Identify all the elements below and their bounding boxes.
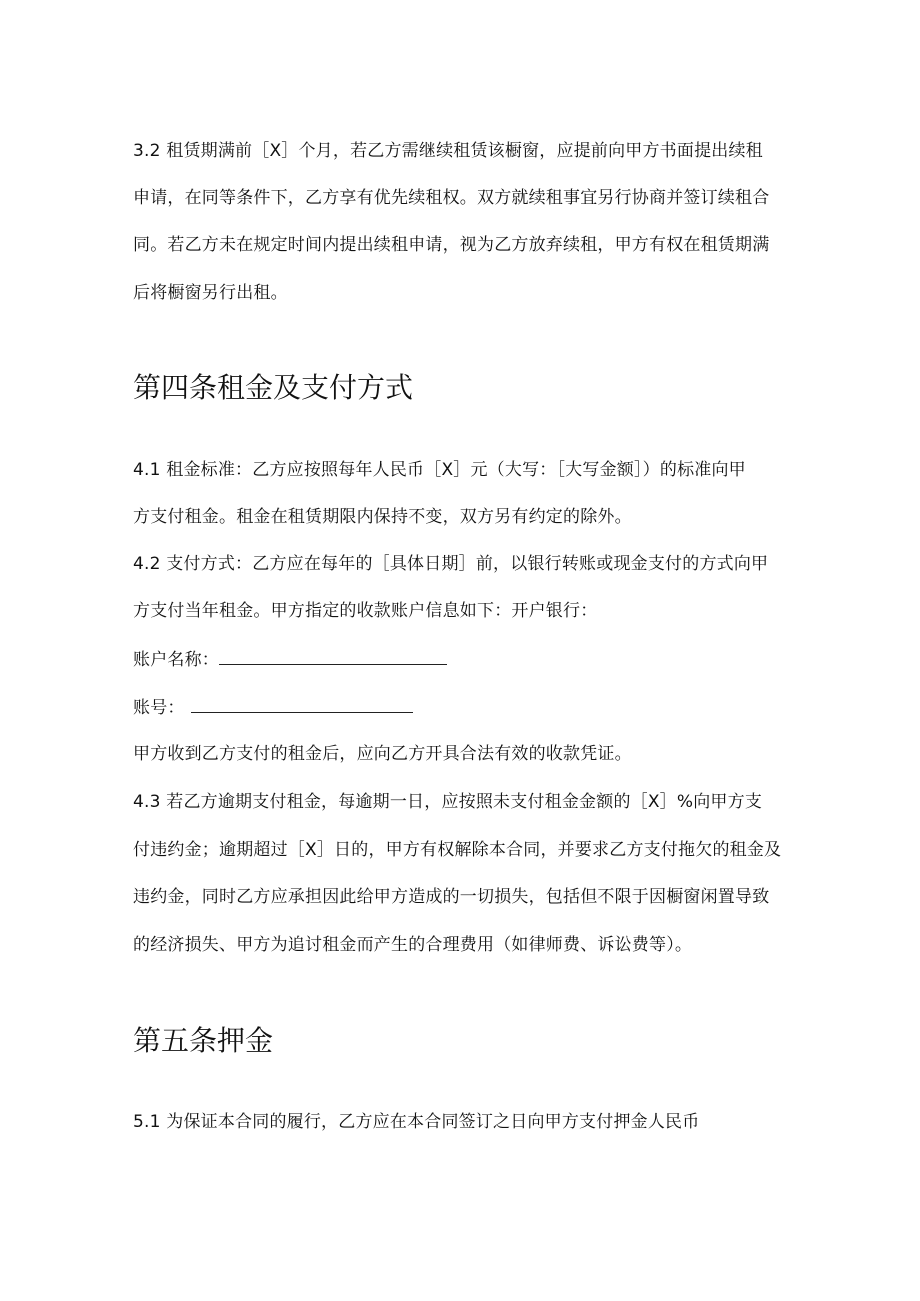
clause-5-1-line-1: 5.1 为保证本合同的履行，乙方应在本合同签订之日向甲方支付押金人民币 <box>133 1112 700 1132</box>
clause-4-3-line-2: 付违约金；逾期超过［X］日的，甲方有权解除本合同，并要求乙方支付拖欠的租金及 <box>133 840 782 860</box>
clause-4-1-line-1: 4.1 租金标准：乙方应按照每年人民币［X］元（大写：［大写金额］）的标准向甲 <box>133 460 746 480</box>
clause-3-2-line-3: 同。若乙方未在规定时间内提出续租申请，视为乙方放弃续租，甲方有权在租赁期满 <box>133 235 770 255</box>
clause-3-2-line-1: 3.2 租赁期满前［X］个月，若乙方需继续租赁该橱窗，应提前向甲方书面提出续租 <box>133 141 763 161</box>
clause-3-2-line-4: 后将橱窗另行出租。 <box>133 283 288 303</box>
article-4-heading: 第四条租金及支付方式 <box>133 371 414 404</box>
clause-4-2-line-1: 4.2 支付方式：乙方应在每年的［具体日期］前，以银行转账或现金支付的方式向甲 <box>133 554 769 574</box>
account-number-label: 账号： <box>133 698 185 718</box>
receipt-line: 甲方收到乙方支付的租金后，应向乙方开具合法有效的收款凭证。 <box>133 744 632 764</box>
clause-4-2-line-2: 方支付当年租金。甲方指定的收款账户信息如下：开户银行： <box>133 601 598 621</box>
article-5-heading: 第五条押金 <box>133 1024 274 1057</box>
clause-4-3-line-4: 的经济损失、甲方为追讨租金而产生的合理费用（如律师费、诉讼费等）。 <box>133 935 693 955</box>
clause-4-3-line-1: 4.3 若乙方逾期支付租金，每逾期一日，应按照未支付租金金额的［X］%向甲方支 <box>133 792 763 812</box>
account-name-blank <box>219 648 447 665</box>
account-number-blank <box>191 696 413 713</box>
account-name-label: 账户名称： <box>133 650 219 670</box>
account-number-row <box>133 696 413 719</box>
account-name-row <box>133 648 447 671</box>
clause-4-3-line-3: 违约金，同时乙方应承担因此给甲方造成的一切损失，包括但不限于因橱窗闲置导致 <box>133 887 770 907</box>
clause-3-2-line-2: 申请，在同等条件下，乙方享有优先续租权。双方就续租事宜另行协商并签订续租合 <box>133 188 770 208</box>
clause-4-1-line-2: 方支付租金。租金在租赁期限内保持不变，双方另有约定的除外。 <box>133 507 632 527</box>
